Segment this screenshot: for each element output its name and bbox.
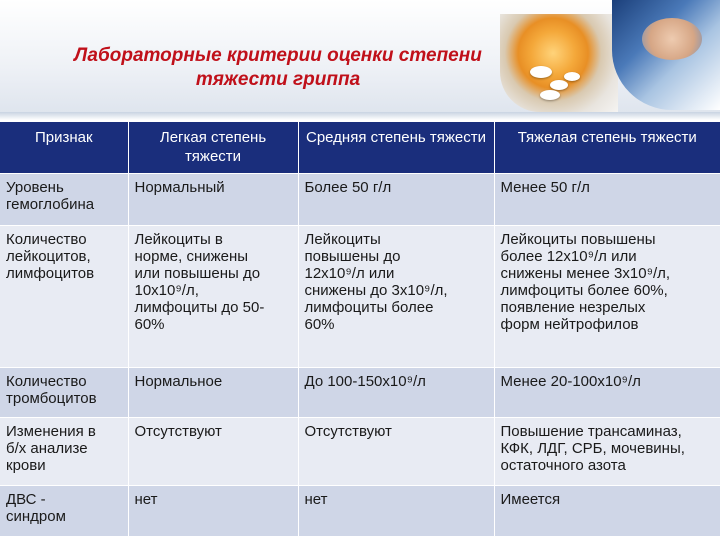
title-line-1: Лабораторные критерии оценки степени bbox=[74, 45, 482, 66]
row-sign-cell: ДВС - синдром bbox=[0, 486, 128, 536]
moderate-cell: До 100-150х10⁹/л bbox=[298, 368, 494, 418]
mild-cell: Нормальное bbox=[128, 368, 298, 418]
criteria-table bbox=[0, 122, 720, 536]
moderate-cell: Отсутствуют bbox=[298, 418, 494, 486]
row-sign-cell: Уровень гемоглобина bbox=[0, 174, 128, 226]
slide-header bbox=[0, 0, 720, 112]
mild-cell: Нормальный bbox=[128, 174, 298, 226]
severe-cell: Повышение трансаминаз, КФК, ЛДГ, СРБ, мочевины, остаточного азота bbox=[494, 418, 720, 486]
criteria-table-container bbox=[0, 122, 720, 536]
table-row bbox=[0, 418, 720, 486]
column-header-mild: Легкая степень тяжести bbox=[128, 122, 298, 174]
moderate-cell: Лейкоциты повышены до 12х10⁹/л или снижены до 3х10⁹/л, лимфоциты более 60% bbox=[298, 226, 494, 368]
column-header-severe: Тяжелая степень тяжести bbox=[494, 122, 720, 174]
severe-cell: Лейкоциты повышены более 12х10⁹/л или снижены менее 3х10⁹/л, лимфоциты более 60%, появление незрелых форм нейтрофилов bbox=[494, 226, 720, 368]
row-sign-cell: Количество лейкоцитов, лимфоцитов bbox=[0, 226, 128, 368]
table-row bbox=[0, 226, 720, 368]
mild-cell: нет bbox=[128, 486, 298, 536]
severe-cell: Менее 20-100х10⁹/л bbox=[494, 368, 720, 418]
slide-title bbox=[18, 44, 538, 92]
row-sign-cell: Количество тромбоцитов bbox=[0, 368, 128, 418]
doctor-photo bbox=[612, 0, 720, 110]
row-sign-cell: Изменения в б/х анализе крови bbox=[0, 418, 128, 486]
moderate-cell: нет bbox=[298, 486, 494, 536]
moderate-cell: Более 50 г/л bbox=[298, 174, 494, 226]
table-row bbox=[0, 368, 720, 418]
severe-cell: Имеется bbox=[494, 486, 720, 536]
table-row bbox=[0, 174, 720, 226]
severe-cell: Менее 50 г/л bbox=[494, 174, 720, 226]
mild-cell: Лейкоциты в норме, снижены или повышены до 10х10⁹/л, лимфоциты до 50- 60% bbox=[128, 226, 298, 368]
table-header-row bbox=[0, 122, 720, 174]
pills-photo bbox=[500, 14, 618, 112]
header-divider bbox=[0, 112, 720, 120]
column-header-moderate: Средняя степень тяжести bbox=[298, 122, 494, 174]
column-header-sign: Признак bbox=[0, 122, 128, 174]
mild-cell: Отсутствуют bbox=[128, 418, 298, 486]
doctor-face bbox=[642, 18, 702, 60]
table-row bbox=[0, 486, 720, 536]
title-line-2: тяжести гриппа bbox=[195, 69, 361, 90]
